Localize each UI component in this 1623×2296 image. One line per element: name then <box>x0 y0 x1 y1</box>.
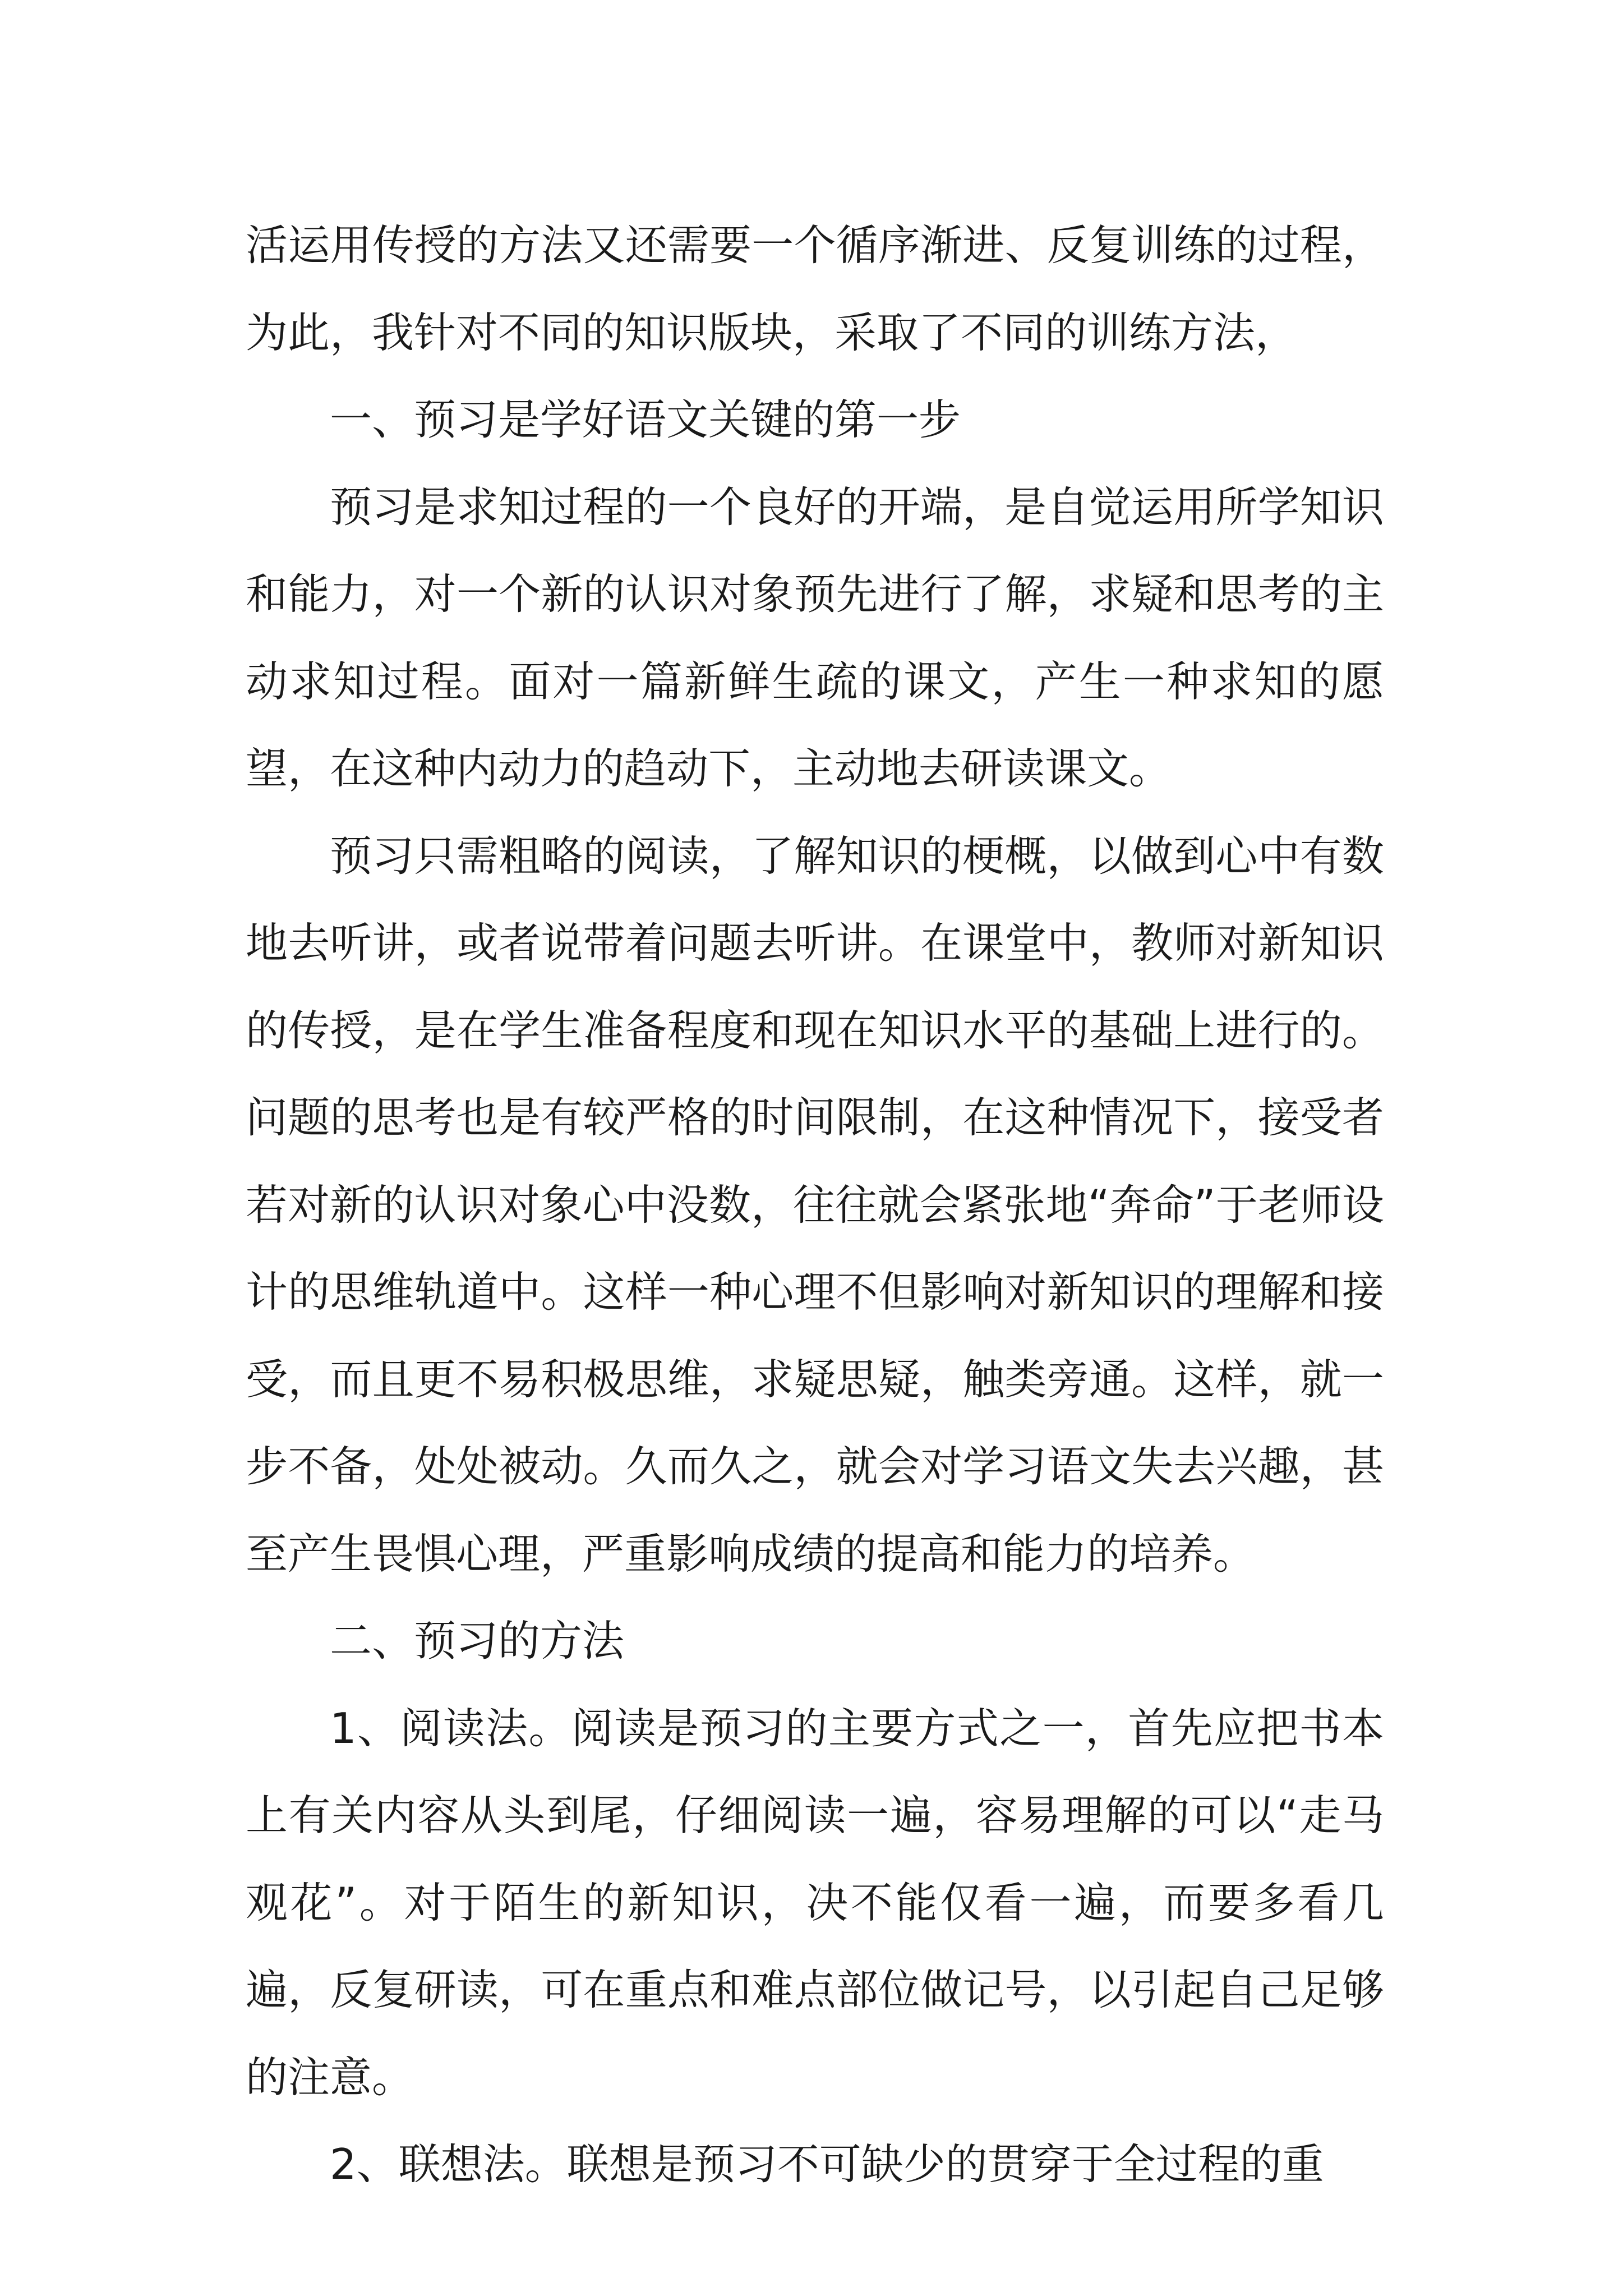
section-heading-2: 二、预习的方法 <box>330 1616 625 1665</box>
paragraph-association-method: 2、联想法。联想是预习不可缺少的贯穿于全过程的重 <box>330 2139 1324 2189</box>
section-heading-1: 一、预习是学好语文关键的第一步 <box>330 395 961 444</box>
paragraph-preview-intro: 预习是求知过程的一个良好的开端，是自觉运用所学知识和能力，对一个新的认识对象预先进行了解，求疑和思考的主动求知过程。面对一篇新鲜生疏的课文，产生一种求知的愿望，在这种内动力的趋动下，主动地去研读课文。 <box>246 482 1384 793</box>
document-body <box>246 202 1384 2208</box>
paragraph-preview-detail: 预习只需粗略的阅读，了解知识的梗概，以做到心中有数地去听讲，或者说带着问题去听讲。在课堂中，教师对新知识的传授，是在学生准备程度和现在知识水平的基础上进行的。问题的思考也是有较严格的时间限制，在这种情况下，接受者若对新的认识对象心中没数，往往就会紧张地“奔命”于老师设计的思维轨道中。这样一种心理不但影响对新知识的理解和接受，而且更不易积极思维，求疑思疑，触类旁通。这样，就一步不备，处处被动。久而久之，就会对学习语文失去兴趣，甚至产生畏惧心理，严重影响成绩的提高和能力的培养。 <box>246 831 1384 1579</box>
paragraph-continuation: 活运用传授的方法又还需要一个循序渐进、反复训练的过程，为此，我针对不同的知识版块，采取了不同的训练方法， <box>246 220 1384 357</box>
paragraph-reading-method: 1、阅读法。阅读是预习的主要方式之一，首先应把书本上有关内容从头到尾，仔细阅读一遍，容易理解的可以“走马观花”。对于陌生的新知识，决不能仅看一遍，而要多看几遍，反复研读，可在重点和难点部位做记号，以引起自己足够的注意。 <box>246 1703 1384 2102</box>
